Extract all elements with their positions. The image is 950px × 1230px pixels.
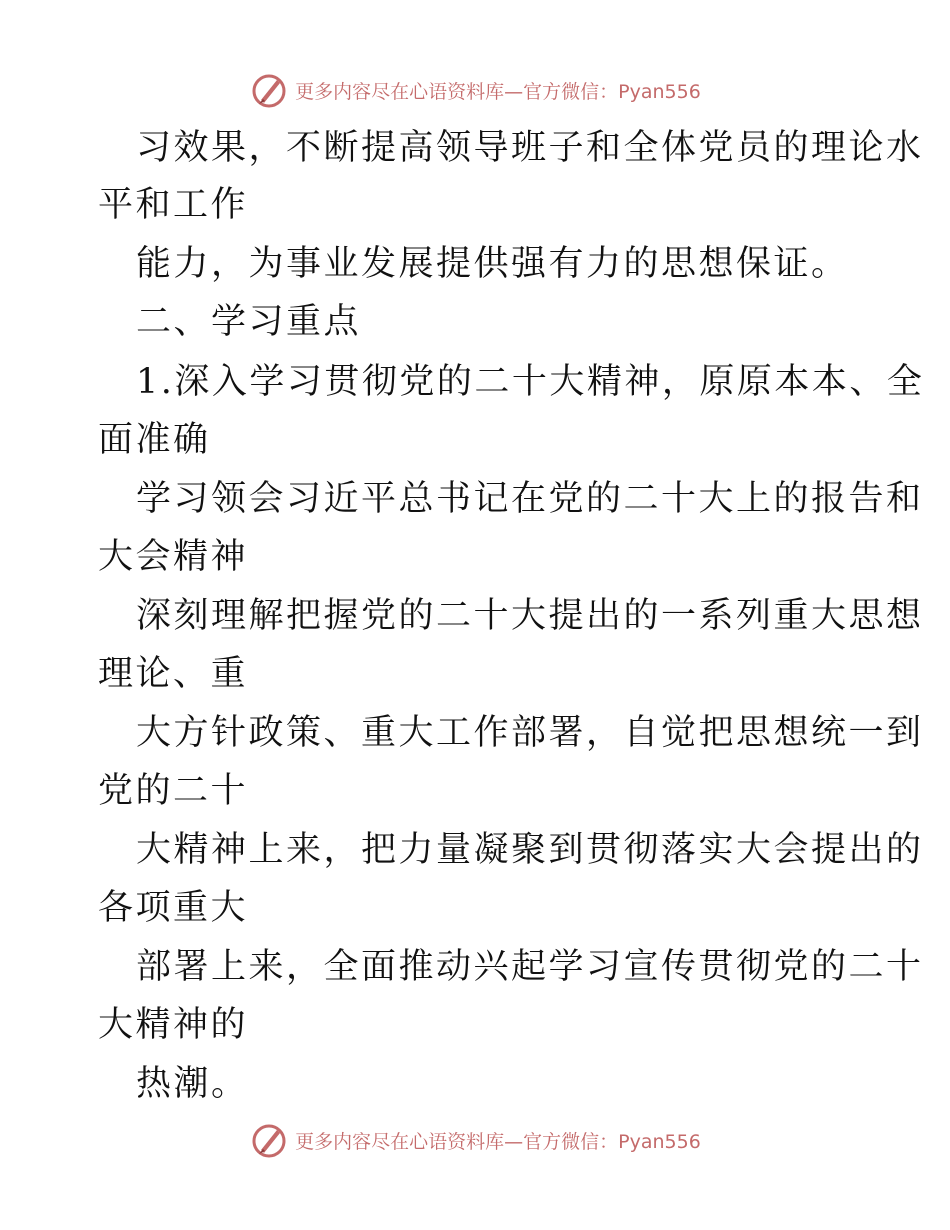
- watermark-text: [295, 1127, 701, 1154]
- body-line: 学习领会习近平总书记在党的二十大上的报告和: [136, 479, 924, 519]
- footer-watermark: [0, 1118, 950, 1162]
- body-line: 习效果，不断提高领导班子和全体党员的理论水: [136, 128, 924, 168]
- body-line: 1.深入学习贯彻党的二十大精神，原原本本、全: [136, 362, 925, 402]
- body-line: 大精神上来，把力量凝聚到贯彻落实大会提出的: [136, 830, 924, 870]
- body-line: 能力，为事业发展提供强有力的思想保证。: [136, 244, 849, 284]
- watermark-main: 更多内容尽在心语资料库: [295, 1130, 505, 1153]
- body-line: 面准确: [98, 420, 211, 460]
- section-heading: 二、学习重点: [136, 302, 362, 342]
- body-line: 深刻理解把握党的二十大提出的一系列重大思想: [136, 596, 924, 636]
- body-line: 大会精神: [98, 537, 249, 577]
- body-line: 大方针政策、重大工作部署，自觉把思想统一到: [136, 713, 924, 753]
- body-line: 大精神的: [98, 1005, 249, 1045]
- watermark-main: 更多内容尽在心语资料库: [295, 80, 505, 103]
- watermark-wechat: 官方微信：Pyan556: [523, 80, 701, 103]
- body-line: 党的二十: [98, 771, 249, 811]
- watermark-wechat: 官方微信：Pyan556: [523, 1130, 701, 1153]
- watermark-dash: —: [504, 80, 524, 103]
- body-line: 热潮。: [136, 1064, 249, 1104]
- watermark-dash: —: [504, 1130, 524, 1153]
- body-line: 平和工作: [98, 185, 249, 225]
- quill-pen-logo-icon: [249, 1120, 289, 1160]
- body-line: 部署上来，全面推动兴起学习宣传贯彻党的二十: [136, 947, 924, 987]
- body-line: 各项重大: [98, 888, 249, 928]
- body-line: 理论、重: [98, 654, 249, 694]
